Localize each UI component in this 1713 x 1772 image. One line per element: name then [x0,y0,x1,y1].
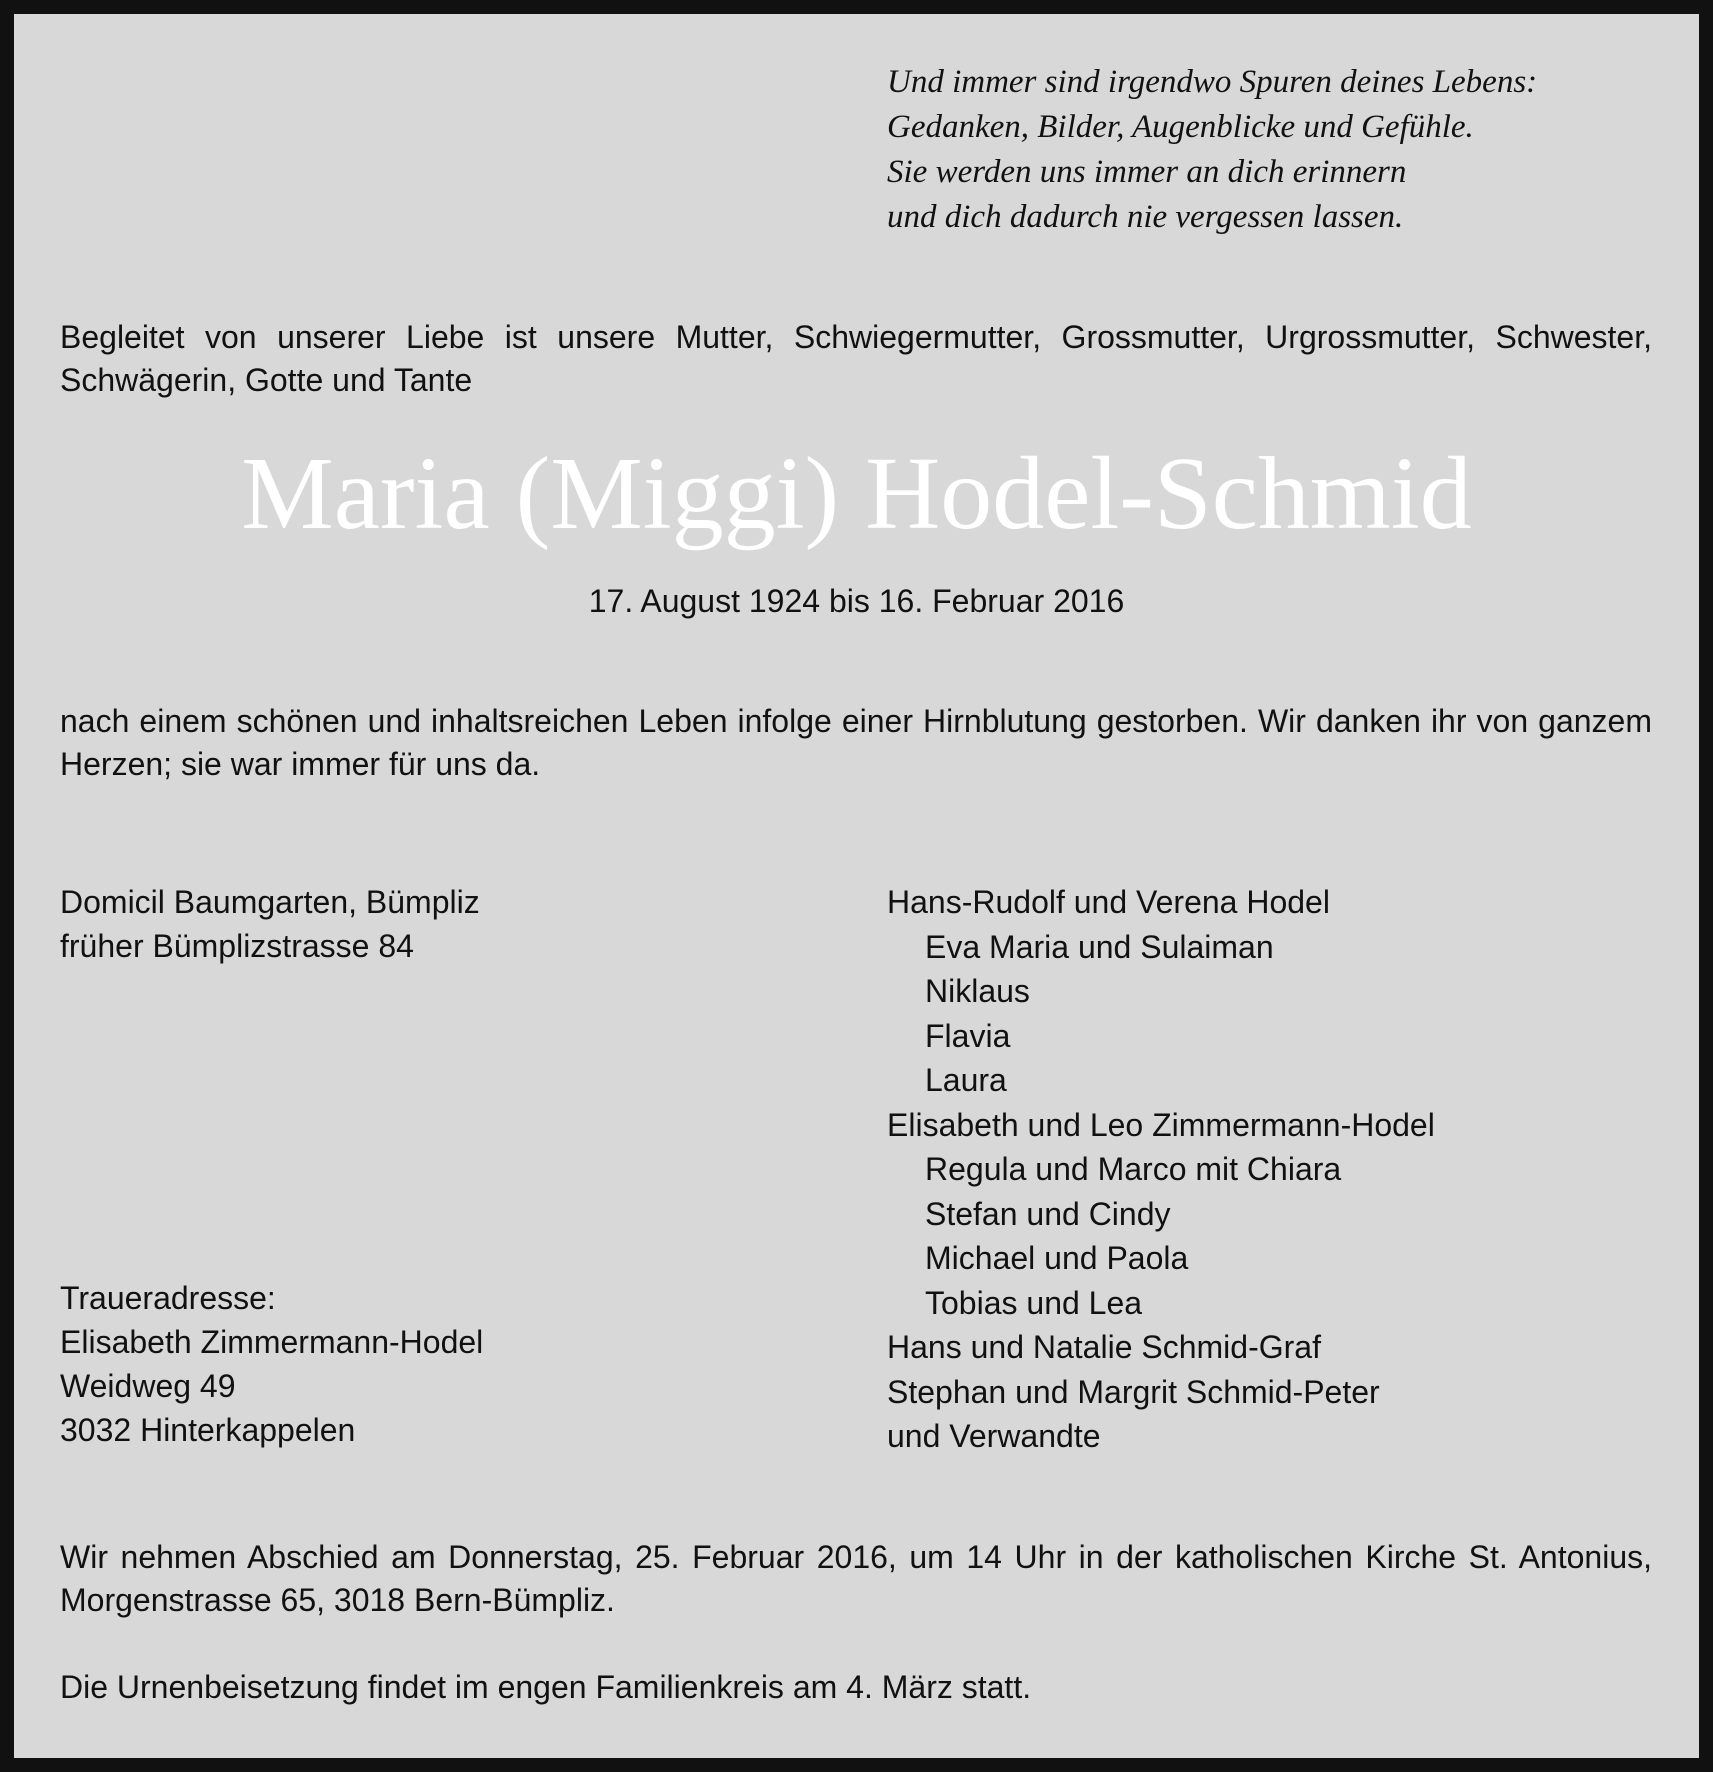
deceased-name: Maria (Miggi) Hodel-Schmid [241,436,1472,551]
mourner-line: Michael und Paola [925,1240,1189,1276]
mourner-line: Hans und Natalie Schmid-Graf [887,1329,1321,1365]
poem-line: Sie werden uns immer an dich erinnern [887,154,1407,190]
left-column [60,880,820,1452]
mourning-address-block [60,1276,820,1452]
mourning-address-line: Weidweg 49 [60,1368,236,1404]
residence-line: Domicil Baumgarten, Bümpliz [60,884,480,920]
residence-block [60,880,820,968]
mourner-line: Stephan und Margrit Schmid-Peter [887,1373,1380,1410]
mourner-line: Laura [925,1062,1007,1098]
mourner-line: Niklaus [925,973,1030,1009]
mourners-list [887,880,1667,1459]
urn-text: Die Urnenbeisetzung findet im engen Familienkreis am 4. März statt. [60,1669,1032,1705]
death-text: nach einem schönen und inhaltsreichen Leben infolge einer Hirnblutung gestorben. Wir danken ihr von ganzem Herzen; sie war immer für uns da. [60,703,1652,782]
poem-line: und dich dadurch nie vergessen lassen. [887,199,1404,235]
mourner-line: Tobias und Lea [925,1284,1143,1321]
mourning-address-line: 3032 Hinterkappelen [60,1412,356,1448]
poem-line: Gedanken, Bilder, Augenblicke und Gefühle. [887,109,1474,145]
mourner-line: Flavia [925,1017,1011,1054]
mourning-address-label: Traueradresse: [60,1280,276,1316]
poem-line: Und immer sind irgendwo Spuren deines Lebens: [887,64,1538,100]
poem [887,60,1667,240]
obituary-notice [14,14,1699,1758]
intro-text: Begleitet von unserer Liebe ist unsere Mutter, Schwiegermutter, Grossmutter, Urgrossmutter, Schwester, Schwägerin, Gotte und Tante [60,319,1652,398]
mourning-address-line: Elisabeth Zimmermann-Hodel [60,1324,484,1360]
mourner-line: Eva Maria und Sulaiman [925,928,1274,965]
mourner-line: Elisabeth und Leo Zimmermann-Hodel [887,1106,1435,1143]
life-dates: 17. August 1924 bis 16. Februar 2016 [588,583,1125,619]
mourner-line: Hans-Rudolf und Verena Hodel [887,884,1330,920]
mourner-line: Stefan und Cindy [925,1195,1171,1232]
residence-line: früher Bümplizstrasse 84 [60,928,414,964]
mourner-line: Regula und Marco mit Chiara [925,1151,1342,1187]
farewell-text: Wir nehmen Abschied am Donnerstag, 25. Februar 2016, um 14 Uhr in der katholischen Kirche St. Antonius, Morgenstrasse 65, 3018 Bern-Bümpliz. [60,1539,1652,1618]
mourner-line: und Verwandte [887,1418,1101,1454]
